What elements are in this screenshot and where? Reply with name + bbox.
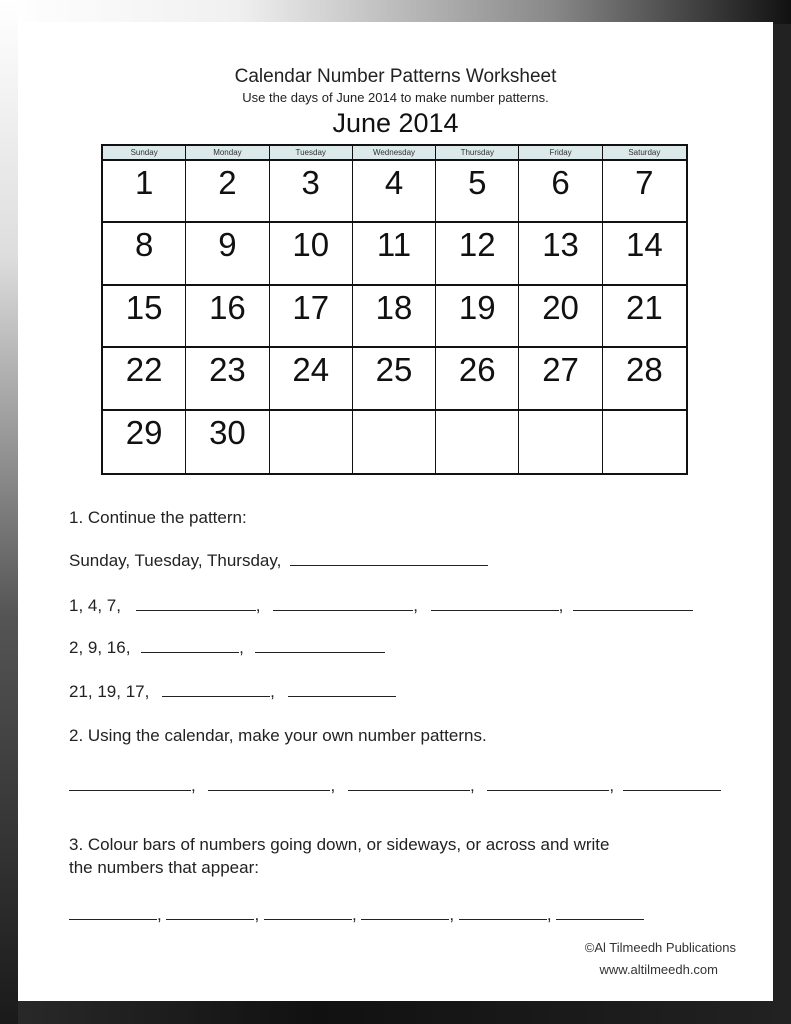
answer-blank[interactable] [487,775,609,791]
day-header: Saturday [603,146,686,161]
calendar-day-cell: 1 [103,161,186,223]
answer-blank[interactable] [273,595,413,611]
calendar-day-cell: 25 [353,348,436,410]
day-header: Friday [519,146,602,161]
answer-blank[interactable] [288,681,396,697]
calendar-day-cell: 11 [353,223,436,285]
question-1-seq-b-row: 2, 9, 16, , [69,637,385,658]
calendar-day-cell: 12 [436,223,519,285]
publisher-website[interactable]: www.altilmeedh.com [599,962,718,977]
calendar-day-cell: 30 [186,411,269,473]
calendar-day-cell [436,411,519,473]
answer-blank[interactable] [290,550,488,566]
day-header: Sunday [103,146,186,161]
calendar-day-cell [353,411,436,473]
calendar-day-cell: 20 [519,286,602,348]
calendar-day-cell: 16 [186,286,269,348]
answer-blank[interactable] [136,595,256,611]
answer-blank[interactable] [166,904,254,920]
scan-border-left [0,0,18,1024]
calendar-day-cell: 3 [270,161,353,223]
calendar-day-cell: 28 [603,348,686,410]
calendar-day-cell: 21 [603,286,686,348]
answer-blank[interactable] [255,637,385,653]
calendar-day-cell: 7 [603,161,686,223]
question-1-seq-c: 21, 19, 17, [69,682,150,701]
calendar-day-cell: 22 [103,348,186,410]
calendar-day-cell: 26 [436,348,519,410]
question-1-heading: 1. Continue the pattern: [69,508,247,527]
calendar-day-cell: 17 [270,286,353,348]
answer-blank[interactable] [573,595,693,611]
question-3-line-2: the numbers that appear: [69,858,259,877]
day-header: Tuesday [270,146,353,161]
question-1-seq-a: 1, 4, 7, [69,596,121,615]
answer-blank[interactable] [208,775,330,791]
calendar-day-cell: 2 [186,161,269,223]
answer-blank[interactable] [431,595,559,611]
answer-blank[interactable] [69,775,191,791]
calendar-day-cell [270,411,353,473]
answer-blank[interactable] [623,775,721,791]
question-1-days-row [69,550,488,571]
calendar-day-cell: 29 [103,411,186,473]
calendar-day-cell [519,411,602,473]
answer-blank[interactable] [69,904,157,920]
question-1-seq-b: 2, 9, 16, [69,638,131,657]
question-3-answer-row: , , , , , [69,904,644,925]
calendar-day-cell: 13 [519,223,602,285]
answer-blank[interactable] [141,637,239,653]
calendar-day-cell: 23 [186,348,269,410]
calendar-day-cell: 27 [519,348,602,410]
worksheet-page [18,22,773,1001]
answer-blank[interactable] [162,681,270,697]
question-1-days-prompt: Sunday, Tuesday, Thursday, [69,551,282,570]
calendar-day-cell: 8 [103,223,186,285]
calendar-grid [101,144,688,475]
question-2-heading: 2. Using the calendar, make your own number patterns. [69,726,487,745]
answer-blank[interactable] [264,904,352,920]
publisher-credit: ©Al Tilmeedh Publications [584,940,736,955]
question-1-seq-c-row: 21, 19, 17, , [69,681,396,702]
day-header: Thursday [436,146,519,161]
answer-blank[interactable] [556,904,644,920]
calendar-day-cell: 6 [519,161,602,223]
calendar-day-cell: 24 [270,348,353,410]
day-header: Wednesday [353,146,436,161]
answer-blank[interactable] [459,904,547,920]
question-2-answer-row: , , , , [69,775,721,796]
calendar-day-cell: 19 [436,286,519,348]
calendar-month-title: June 2014 [332,108,459,138]
question-3-line-1: 3. Colour bars of numbers going down, or sideways, or across and write [69,835,610,854]
calendar-day-cell: 14 [603,223,686,285]
worksheet-title: Calendar Number Patterns Worksheet [234,66,557,87]
day-header: Monday [186,146,269,161]
answer-blank[interactable] [361,904,449,920]
calendar-day-cell: 5 [436,161,519,223]
calendar-day-cell: 4 [353,161,436,223]
worksheet-subtitle: Use the days of June 2014 to make number patterns. [242,90,549,105]
question-1-seq-a-row: 1, 4, 7, , , , [69,595,693,616]
calendar-day-cell: 10 [270,223,353,285]
calendar-day-cell: 9 [186,223,269,285]
answer-blank[interactable] [348,775,470,791]
calendar-day-cell: 15 [103,286,186,348]
scan-border-top [0,0,791,24]
calendar-day-cell: 18 [353,286,436,348]
calendar-day-cell [603,411,686,473]
